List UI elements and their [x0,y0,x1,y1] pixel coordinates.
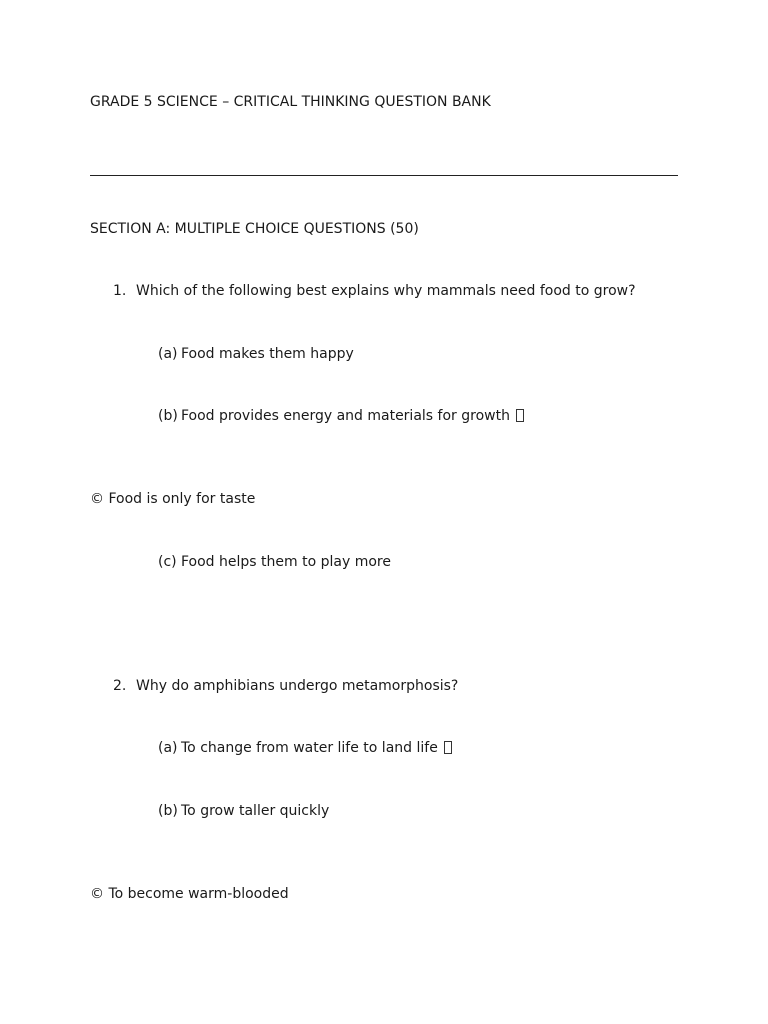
option-text: Food helps them to play more [181,554,391,570]
option-text: Food is only for taste [108,491,256,507]
option-2a [158,741,452,755]
option-1c [158,555,391,569]
question-number: 1. [113,283,127,299]
question-text: Which of the following best explains why mammals need food to grow? [136,283,636,299]
question-number: 2. [113,678,127,694]
option-letter: (a) [158,346,178,362]
option-letter: (b) [158,803,178,819]
option-1b [158,409,524,423]
document-title: GRADE 5 SCIENCE – CRITICAL THINKING QUESTION BANK [90,94,491,110]
box-glyph-icon [444,741,452,754]
option-letter: © [90,491,104,507]
option-text: To become warm-blooded [108,886,289,902]
option-1a [158,347,354,361]
option-letter: (a) [158,740,178,756]
option-1-copyright [90,492,255,506]
option-2b [158,804,329,818]
option-letter: (c) [158,554,177,570]
question-text: Why do amphibians undergo metamorphosis? [136,678,459,694]
option-text: To grow taller quickly [181,803,330,819]
horizontal-divider [90,175,678,176]
option-text: To change from water life to land life [181,740,438,756]
question-2 [113,679,458,693]
option-text: Food makes them happy [181,346,354,362]
option-letter: © [90,886,104,902]
option-text: Food provides energy and materials for growth [181,408,510,424]
section-heading: SECTION A: MULTIPLE CHOICE QUESTIONS (50) [90,221,419,237]
question-1 [113,284,636,298]
option-2-copyright [90,887,289,901]
option-letter: (b) [158,408,178,424]
box-glyph-icon [516,409,524,422]
